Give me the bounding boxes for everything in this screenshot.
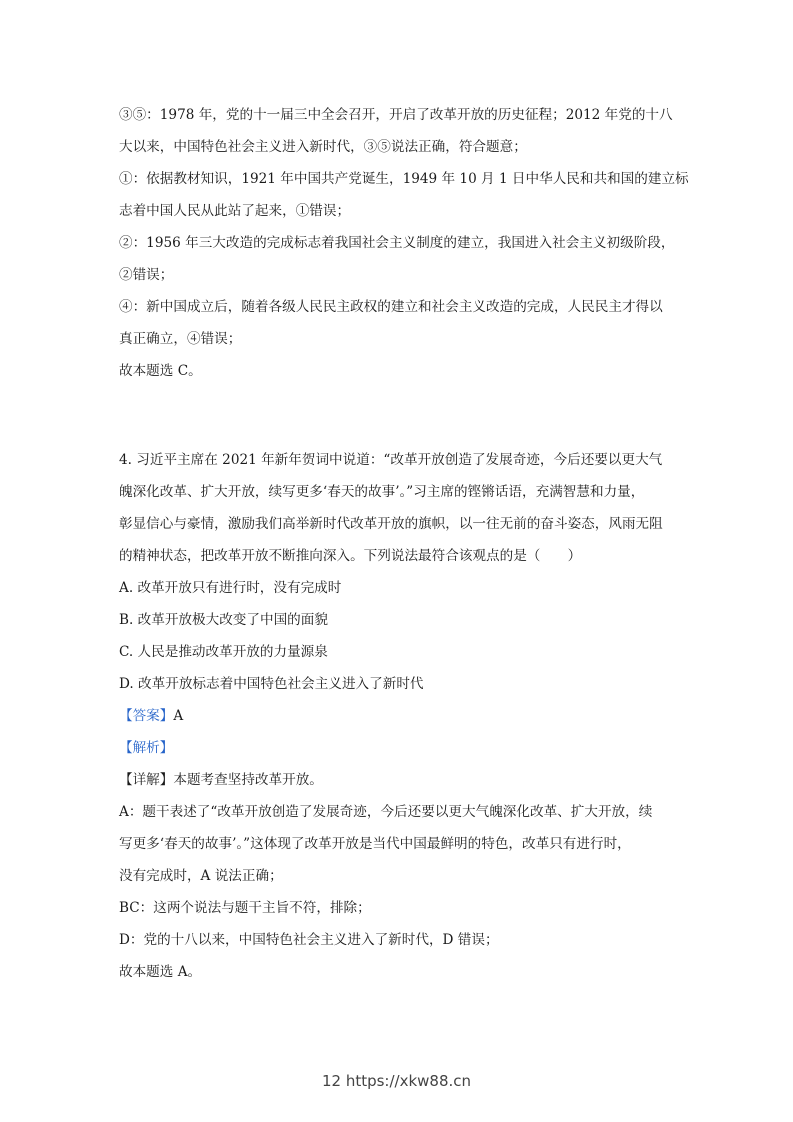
prev-explanation-line: 志着中国人民从此站了起来，①错误；: [119, 203, 351, 219]
question-stem-line: 4. 习近平主席在 2021 年新年贺词中说道：“改革开放创造了发展奇迹，今后还要以更大气: [119, 452, 663, 468]
question-stem-line: 魄深化改革、扩大开放，续写更多‘春天的故事’。”习主席的铿锵话语，充满智慧和力量，: [119, 484, 645, 500]
prev-explanation-line: ③⑤：1978 年，党的十一届三中全会召开，开启了改革开放的历史征程；2012 年党的十八: [119, 107, 673, 123]
question-stem-line: 的精神状态，把改革开放不断推向深入。下列说法最符合该观点的是（ ）: [119, 548, 582, 564]
option-b: B. 改革开放极大改变了中国的面貌: [119, 612, 328, 628]
question-stem-line: 彰显信心与豪情，激励我们高举新时代改革开放的旗帜，以一往无前的奋斗姿态，风雨无阻: [119, 516, 663, 532]
option-c: C. 人民是推动改革开放的力量源泉: [119, 644, 328, 660]
prev-explanation-line: ①：依据教材知识，1921 年中国共产党诞生，1949 年 10 月 1 日中华人民和共和国的建立标: [119, 171, 689, 187]
option-d: D. 改革开放标志着中国特色社会主义进入了新时代: [119, 676, 424, 692]
detail-line: D：党的十八以来，中国特色社会主义进入了新时代，D 错误；: [119, 932, 499, 948]
detail-line: 写更多‘春天的故事’。”这体现了改革开放是当代中国最鲜明的特色，改革只有进行时，: [119, 836, 631, 852]
answer-line: [119, 706, 679, 726]
answer-tag: 【答案】: [119, 708, 174, 724]
analysis-tag: 【解析】: [119, 740, 174, 756]
detail-line: 没有完成时，A 说法正确；: [119, 868, 283, 884]
prev-explanation-line: 大以来，中国特色社会主义进入新时代，③⑤说法正确，符合题意；: [119, 139, 527, 155]
answer-value: A: [173, 708, 184, 724]
prev-explanation-line: ④：新中国成立后，随着各级人民民主政权的建立和社会主义改造的完成，人民民主才得以: [119, 299, 663, 315]
detail-line: 【详解】本题考查坚持改革开放。: [119, 772, 323, 788]
analysis-line: [119, 738, 679, 758]
prev-explanation-line: 真正确立，④错误；: [119, 331, 242, 347]
detail-line: BC：这两个说法与题干主旨不符，排除；: [119, 900, 371, 916]
prev-explanation-line: ②错误；: [119, 267, 174, 283]
page-footer: 12 https://xkw88.cn: [321, 1072, 472, 1090]
detail-conclusion: 故本题选 A。: [119, 964, 202, 980]
option-a: A. 改革开放只有进行时，没有完成时: [119, 580, 342, 596]
detail-line: A：题干表述了“改革开放创造了发展奇迹，今后还要以更大气魄深化改革、扩大开放，续: [119, 804, 653, 820]
prev-explanation-line: ②：1956 年三大改造的完成标志着我国社会主义制度的建立，我国进入社会主义初级阶段，: [119, 235, 675, 251]
prev-conclusion: 故本题选 C。: [119, 363, 202, 379]
